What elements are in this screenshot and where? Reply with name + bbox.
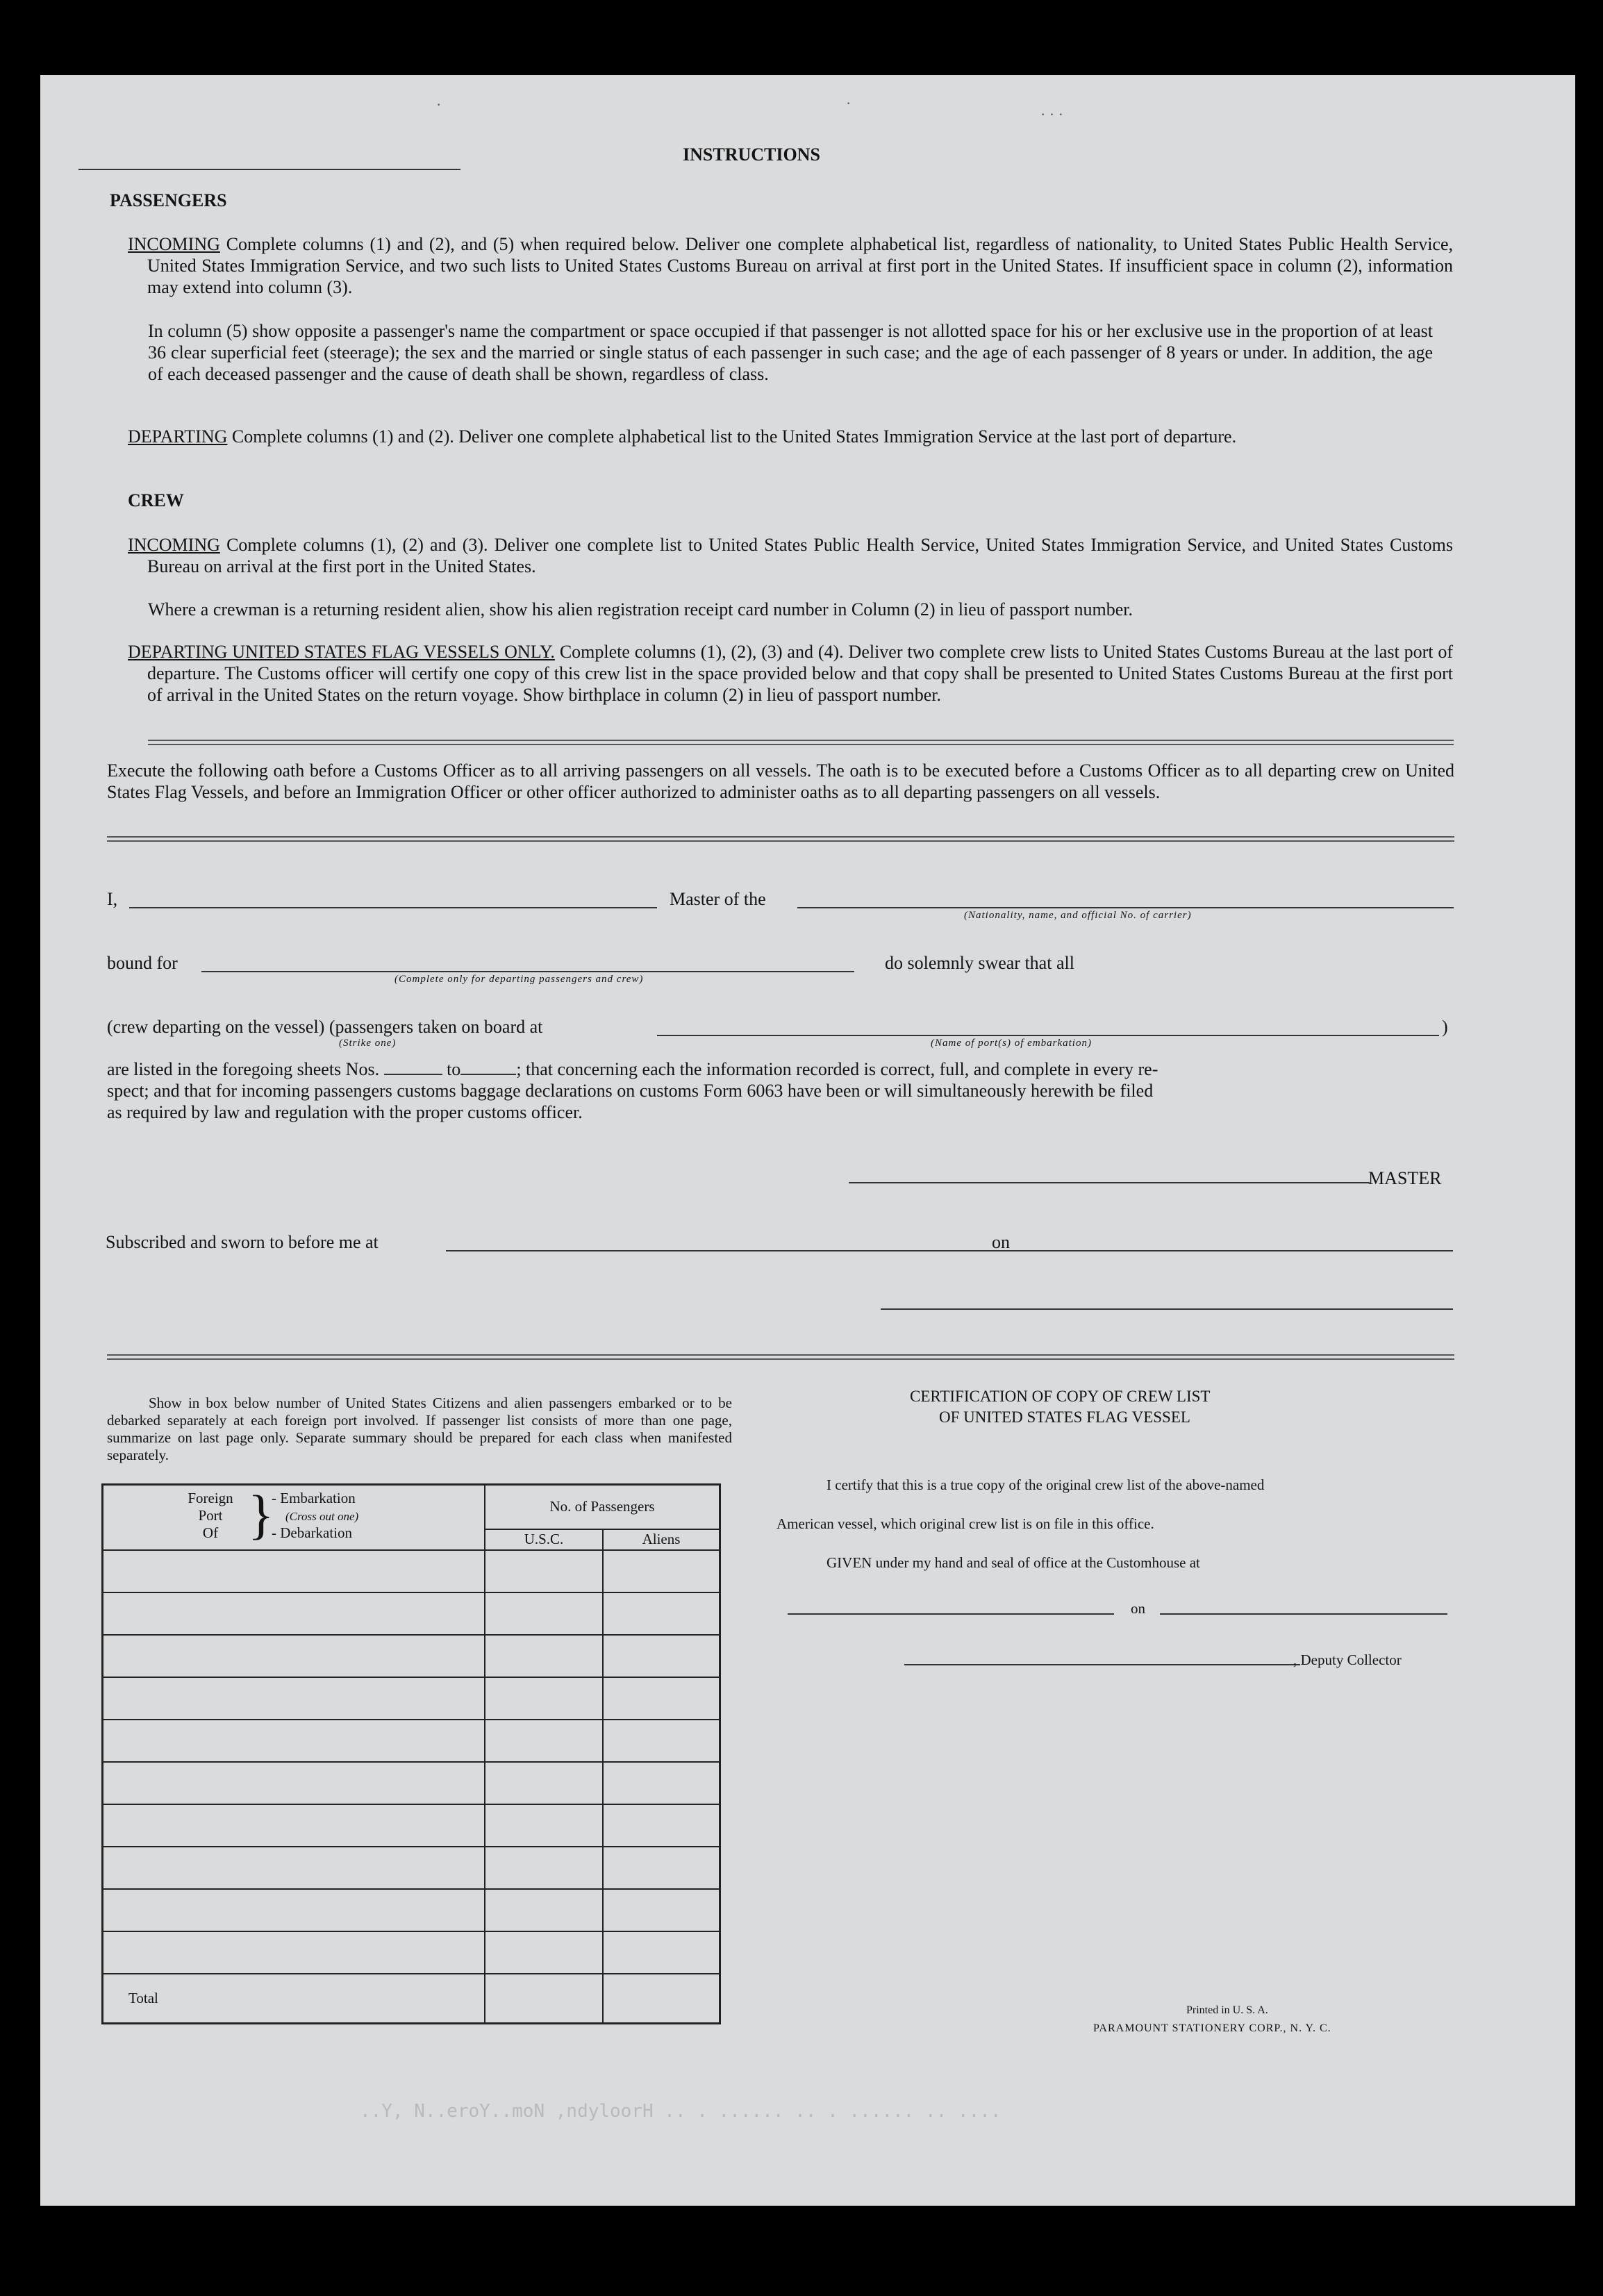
passengers-departing-text: Complete columns (1) and (2). Deliver one complete alphabetical list to the United States Immigration Service at the last port of departure. (231, 426, 1237, 447)
master-of-the-label: Master of the (670, 889, 766, 909)
listed-sheets-label: are listed in the foregoing sheets Nos. (107, 1059, 380, 1079)
bound-for-caption: (Complete only for departing passengers and crew) (394, 974, 644, 985)
crew-departing-text: Complete columns (1), (2), (3) and (4). Deliver two complete crew lists to United States Customs Bureau at the last port of departure. The Customs officer will certify one copy of this crew list in the space provided below and that copy shall be presented to United States Customs Bureau at the first port of arrival in the United States on the return voyage. Show birthplace in column (2) in lieu of passport number. (147, 642, 1453, 705)
officer-signature-field[interactable] (881, 1308, 1453, 1310)
close-paren: ) (1442, 1017, 1448, 1037)
speck: · (846, 94, 852, 112)
table-row (103, 1592, 720, 1635)
sheet-from-field[interactable] (384, 1060, 442, 1075)
usc-cell[interactable] (485, 1677, 603, 1720)
total-row (103, 1974, 720, 2024)
table-row (103, 1847, 720, 1889)
port-cell[interactable] (103, 1762, 485, 1804)
strike-one-caption: (Strike one) (339, 1038, 397, 1049)
passengers-heading: PASSENGERS (110, 190, 227, 210)
port-cell[interactable] (103, 1931, 485, 1974)
section-divider (107, 1354, 1454, 1360)
summary-note: Show in box below number of United States Citizens and alien passengers embarked or to be debarked separately at each foreign port involved. If passenger list consists of more than one page, summarize on last page only. Separate summary should be prepared for each class when manifested separately. (107, 1395, 732, 1463)
certify-text-2: American vessel, which original crew list is on file in this office. (776, 1515, 1154, 1532)
port-cell[interactable] (103, 1720, 485, 1762)
port-cell[interactable] (103, 1550, 485, 1592)
swear-label: do solemnly swear that all (885, 953, 1074, 973)
usc-cell[interactable] (485, 1931, 603, 1974)
bound-for-label: bound for (107, 953, 178, 973)
certify-text-1: I certify that this is a true copy of the original crew list of the above-named (827, 1476, 1265, 1493)
passenger-summary-table (101, 1483, 721, 2024)
deputy-collector-label: , Deputy Collector (1293, 1652, 1402, 1668)
oath-instructions: Execute the following oath before a Customs Officer as to all arriving passengers on all vessels. The oath is to be executed before a Customs Officer as to all departing crew on United States Flag Vessels, and before an Immigration Officer or other officer authorized to administer oaths as to all departing passengers on all vessels. (107, 760, 1454, 802)
carrier-field[interactable] (797, 907, 1454, 908)
aliens-total-cell[interactable] (603, 1974, 720, 2024)
crew-departing-paragraph (128, 641, 1453, 706)
usc-cell[interactable] (485, 1804, 603, 1847)
sworn-on-label: on (992, 1232, 1010, 1252)
table-row (103, 1804, 720, 1847)
sheet-to-field[interactable] (460, 1060, 516, 1075)
aliens-cell[interactable] (603, 1550, 720, 1592)
port-cell[interactable] (103, 1847, 485, 1889)
port-cell[interactable] (103, 1804, 485, 1847)
speck: · (436, 96, 442, 113)
foreign-port-of-label (183, 1490, 238, 1542)
of-label: Of (202, 1524, 219, 1541)
master-name-field[interactable] (129, 907, 657, 908)
table-row (103, 1889, 720, 1931)
foreign-label: Foreign (188, 1490, 233, 1506)
usc-cell[interactable] (485, 1762, 603, 1804)
aliens-cell[interactable] (603, 1762, 720, 1804)
usc-total-cell[interactable] (485, 1974, 603, 2024)
port-cell[interactable] (103, 1677, 485, 1720)
certification-title-1: CERTIFICATION OF COPY OF CREW LIST (910, 1388, 1211, 1405)
bound-for-field[interactable] (201, 971, 854, 972)
section-divider (107, 836, 1454, 842)
crew-incoming-label: INCOMING (128, 535, 220, 555)
table-row (103, 1931, 720, 1974)
passengers-departing-paragraph (128, 426, 1453, 447)
usc-cell[interactable] (485, 1550, 603, 1592)
passengers-incoming-label: INCOMING (128, 234, 220, 254)
aliens-cell[interactable] (603, 1592, 720, 1635)
table-row (103, 1720, 720, 1762)
crew-passengers-label: (crew departing on the vessel) (passengers taken on board at (107, 1017, 543, 1037)
listed-line-3: spect; and that for incoming passengers customs baggage declarations on customs Form 6063 have been or will simultaneously herewith be filed (107, 1081, 1154, 1101)
aliens-header: Aliens (603, 1529, 720, 1550)
embarkation-port-field[interactable] (657, 1035, 1439, 1036)
oath-i-label: I, (107, 889, 118, 909)
passengers-incoming-paragraph (128, 233, 1453, 298)
crew-resident-paragraph: Where a crewman is a returning resident alien, show his alien registration receipt card number in Column (2) in lieu of passport number. (148, 599, 1133, 619)
bleed-through-text: ..Y, N..eroY..moN ,ndyloorH .. . ...... .. . ...... .. .... (360, 2101, 1002, 2122)
sworn-place-field[interactable] (446, 1250, 1020, 1251)
crew-departing-label: DEPARTING UNITED STATES FLAG VESSELS ONLY. (128, 642, 555, 662)
header-rule (78, 169, 460, 170)
crew-heading: CREW (128, 490, 184, 510)
table-row (103, 1762, 720, 1804)
column5-paragraph: In column (5) show opposite a passenger's name the compartment or space occupied if that passenger is not allotted space for his or her exclusive use in the proportion of at least 36 clear superficial feet (steerage); the sex and the married or single status of each passenger in such case; and the age of each passenger of 8 years or under. In addition, the age of each deceased passenger and the cause of death shall be shown, regardless of class. (148, 321, 1433, 384)
aliens-cell[interactable] (603, 1847, 720, 1889)
aliens-cell[interactable] (603, 1931, 720, 1974)
deputy-collector-field[interactable] (904, 1664, 1300, 1665)
port-caption: (Name of port(s) of embarkation) (931, 1038, 1092, 1049)
certification-title-2: OF UNITED STATES FLAG VESSEL (939, 1408, 1190, 1426)
port-cell[interactable] (103, 1592, 485, 1635)
sworn-date-field[interactable] (1008, 1250, 1453, 1251)
usc-cell[interactable] (485, 1635, 603, 1677)
passengers-departing-label: DEPARTING (128, 426, 228, 447)
crew-incoming-text: Complete columns (1), (2) and (3). Deliver one complete list to United States Public Health Service, United States Immigration Service, and United States Customs Bureau on arrival at the first port in the United States. (147, 535, 1454, 576)
table-row (103, 1677, 720, 1720)
master-label: MASTER (1368, 1168, 1442, 1188)
port-header-cell (103, 1485, 485, 1550)
total-label: Total (103, 1974, 485, 2024)
listed-line-4: as required by law and regulation with the proper customs officer. (107, 1102, 583, 1122)
certification-on-label: on (1131, 1600, 1145, 1617)
usc-header: U.S.C. (485, 1529, 603, 1550)
listed-paragraph (107, 1058, 1454, 1123)
usc-cell[interactable] (485, 1592, 603, 1635)
crew-incoming-paragraph (128, 534, 1453, 577)
master-signature-field[interactable] (849, 1182, 1370, 1183)
port-cell[interactable] (103, 1889, 485, 1931)
port-cell[interactable] (103, 1635, 485, 1677)
usc-cell[interactable] (485, 1720, 603, 1762)
certification-date-field[interactable] (1160, 1613, 1447, 1615)
given-text: GIVEN under my hand and seal of office at the Customhouse at (827, 1554, 1200, 1571)
passengers-incoming-text: Complete columns (1) and (2), and (5) when required below. Deliver one complete alphabetical list, regardless of nationality, to United States Public Health Service, United States Immigration Service, and two such lists to United States Customs Bureau on arrival at first port in the United States. If insufficient space in column (2), information may extend into column (3). (147, 234, 1454, 297)
form-sheet (40, 75, 1575, 2206)
no-of-passengers-header: No. of Passengers (485, 1485, 720, 1529)
aliens-cell[interactable] (603, 1635, 720, 1677)
printer-name: PARAMOUNT STATIONERY CORP., N. Y. C. (1093, 2022, 1331, 2034)
aliens-cell[interactable] (603, 1677, 720, 1720)
brace-icon: } (248, 1484, 274, 1545)
listed-line-1 (107, 1058, 1454, 1080)
listed-text-2: ; that concerning each the information recorded is correct, full, and complete in every re- (516, 1059, 1158, 1079)
speck: · · · (1040, 106, 1063, 123)
printed-in-usa: Printed in U. S. A. (1186, 2004, 1268, 2016)
embarkation-label: - Embarkation (272, 1490, 356, 1506)
carrier-caption: (Nationality, name, and official No. of carrier) (964, 910, 1192, 921)
table-row (103, 1635, 720, 1677)
debarkation-label: - Debarkation (272, 1524, 353, 1541)
aliens-cell[interactable] (603, 1720, 720, 1762)
port-label: Port (198, 1507, 223, 1524)
customhouse-field[interactable] (788, 1613, 1114, 1615)
aliens-cell[interactable] (603, 1804, 720, 1847)
table-row (103, 1550, 720, 1592)
usc-cell[interactable] (485, 1847, 603, 1889)
page-title: INSTRUCTIONS (683, 144, 820, 165)
section-divider (148, 740, 1454, 745)
subscribed-label: Subscribed and sworn to before me at (106, 1232, 379, 1252)
aliens-cell[interactable] (603, 1889, 720, 1931)
to-label: to (447, 1059, 461, 1079)
cross-out-label: (Cross out one) (285, 1510, 359, 1523)
usc-cell[interactable] (485, 1889, 603, 1931)
